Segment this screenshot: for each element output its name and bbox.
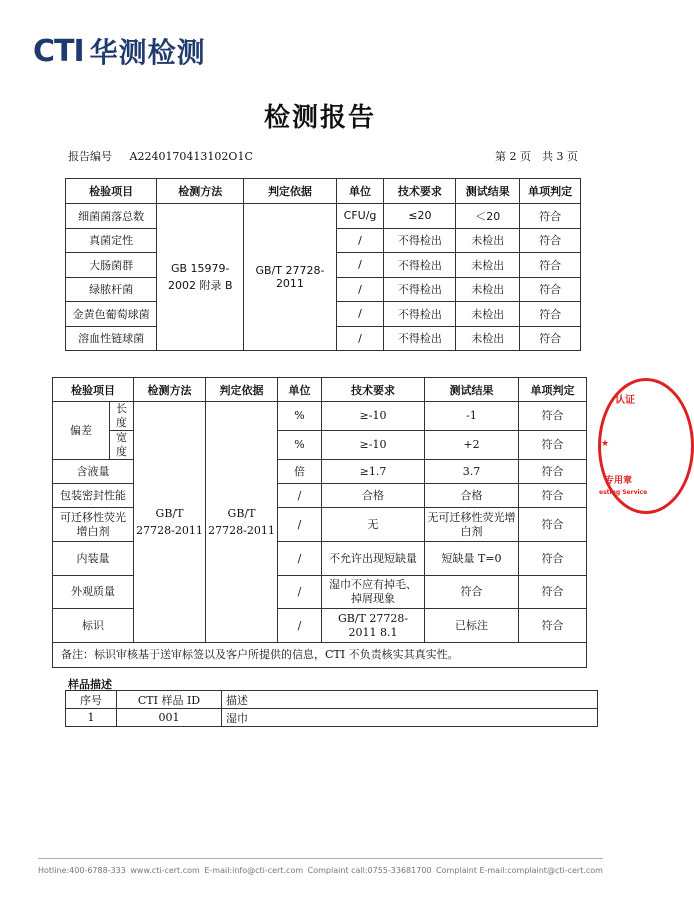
requirement: 不得检出 — [384, 253, 456, 278]
result: 未检出 — [456, 228, 520, 253]
result: 无可迁移性荧光增白剂 — [425, 508, 519, 542]
col-header: 单位 — [336, 179, 384, 204]
verdict: 符合 — [520, 302, 581, 327]
table-header-row — [66, 691, 598, 709]
requirement: ≥-10 — [322, 431, 425, 460]
verdict: 符合 — [519, 460, 587, 484]
table-row — [53, 431, 587, 460]
col-header: 检测方法 — [134, 378, 206, 402]
requirement: GB/T 27728-2011 8.1 — [322, 609, 425, 643]
result: 符合 — [425, 576, 519, 609]
verdict: 符合 — [520, 326, 581, 351]
table-row — [53, 402, 587, 431]
page-title: 检测报告 — [263, 103, 376, 133]
unit: % — [278, 402, 322, 431]
test-item: 溶血性链球菌 — [66, 326, 157, 351]
unit: / — [278, 484, 322, 508]
result: 未检出 — [456, 326, 520, 351]
result: 合格 — [425, 484, 519, 508]
report-number-value: A2240170413102O1C — [129, 150, 253, 163]
table-row — [53, 643, 587, 668]
requirement: ≥-10 — [322, 402, 425, 431]
test-item: 金黄色葡萄球菌 — [66, 302, 157, 327]
result: 短缺量 T=0 — [425, 542, 519, 576]
unit: % — [278, 431, 322, 460]
stamp-star-icon: ★ — [601, 439, 610, 449]
sample-description-table — [65, 690, 598, 727]
result: 未检出 — [456, 302, 520, 327]
report-number — [68, 148, 253, 164]
verdict: 符合 — [520, 253, 581, 278]
unit: / — [278, 609, 322, 643]
stamp-top-text: 认证 — [615, 395, 635, 406]
table-note: 备注：标识审核基于送审标签以及客户所提供的信息，CTI 不负责核实其真实性。 — [53, 643, 587, 668]
table-row — [53, 576, 587, 609]
sample-desc: 湿巾 — [222, 709, 598, 727]
test-basis: GB/T 27728-2011 — [244, 204, 336, 351]
verdict: 符合 — [519, 402, 587, 431]
col-header: CTI 样品 ID — [117, 691, 222, 709]
result: ＜20 — [456, 204, 520, 229]
table-row — [53, 484, 587, 508]
col-header: 描述 — [222, 691, 598, 709]
table-row — [53, 609, 587, 643]
result: 未检出 — [456, 253, 520, 278]
col-header: 测试结果 — [425, 378, 519, 402]
test-basis: GB/T 27728-2011 — [206, 402, 278, 643]
footer-website[interactable]: www.cti-cert.com — [130, 866, 200, 875]
test-item: 包装密封性能 — [53, 484, 134, 508]
footer-complaint-email[interactable]: Complaint E-mail:complaint@cti-cert.com — [436, 866, 603, 875]
table-row — [53, 542, 587, 576]
unit: CFU/g — [336, 204, 384, 229]
test-item: 宽度 — [110, 431, 134, 460]
requirement: 不得检出 — [384, 277, 456, 302]
verdict: 符合 — [520, 277, 581, 302]
result: +2 — [425, 431, 519, 460]
unit: / — [336, 277, 384, 302]
verdict: 符合 — [520, 228, 581, 253]
footer — [38, 866, 603, 875]
result: 未检出 — [456, 277, 520, 302]
col-header: 序号 — [66, 691, 117, 709]
test-item: 大肠菌群 — [66, 253, 157, 278]
unit: / — [278, 508, 322, 542]
test-item: 细菌菌落总数 — [66, 204, 157, 229]
unit: / — [336, 228, 384, 253]
requirement: 不得检出 — [384, 326, 456, 351]
col-header: 判定依据 — [206, 378, 278, 402]
col-header: 技术要求 — [384, 179, 456, 204]
footer-complaint-call: Complaint call:0755-33681700 — [307, 866, 432, 875]
col-header: 单项判定 — [520, 179, 581, 204]
sample-no: 1 — [66, 709, 117, 727]
verdict: 符合 — [519, 484, 587, 508]
table-header-row — [53, 378, 587, 402]
verdict: 符合 — [519, 576, 587, 609]
logo-name: 华测检测 — [89, 36, 206, 69]
test-method: GB/T 27728-2011 — [134, 402, 206, 643]
test-item: 绿脓杆菌 — [66, 277, 157, 302]
footer-divider — [38, 858, 603, 859]
microbial-test-table — [65, 178, 581, 351]
test-item: 外观质量 — [53, 576, 134, 609]
unit: / — [336, 253, 384, 278]
requirement: 无 — [322, 508, 425, 542]
col-header: 检验项目 — [53, 378, 134, 402]
requirement: 合格 — [322, 484, 425, 508]
verdict: 符合 — [519, 508, 587, 542]
test-item: 标识 — [53, 609, 134, 643]
result: -1 — [425, 402, 519, 431]
verdict: 符合 — [519, 431, 587, 460]
col-header: 检验项目 — [66, 179, 157, 204]
col-header: 检测方法 — [157, 179, 244, 204]
table-row — [53, 460, 587, 484]
requirement: 湿巾不应有掉毛、掉屑现象 — [322, 576, 425, 609]
physical-test-table — [52, 377, 587, 668]
table-row — [66, 709, 598, 727]
col-header: 判定依据 — [244, 179, 336, 204]
test-item: 含液量 — [53, 460, 134, 484]
official-stamp — [598, 378, 694, 514]
result: 3.7 — [425, 460, 519, 484]
unit: 倍 — [278, 460, 322, 484]
requirement: 不得检出 — [384, 302, 456, 327]
col-header: 测试结果 — [456, 179, 520, 204]
col-header: 单项判定 — [519, 378, 587, 402]
unit: / — [336, 302, 384, 327]
footer-hotline: Hotline:400-6788-333 — [38, 866, 126, 875]
table-row — [53, 508, 587, 542]
stamp-bottom-text: esting Service — [599, 489, 648, 496]
unit: / — [278, 542, 322, 576]
verdict: 符合 — [520, 204, 581, 229]
test-item: 真菌定性 — [66, 228, 157, 253]
verdict: 符合 — [519, 609, 587, 643]
logo-brand: CTI — [33, 33, 84, 69]
col-header: 单位 — [278, 378, 322, 402]
requirement: ≥1.7 — [322, 460, 425, 484]
requirement: 不得检出 — [384, 228, 456, 253]
stamp-mid-text: 专用章 — [605, 476, 633, 486]
result: 已标注 — [425, 609, 519, 643]
test-method: GB 15979-2002 附录 B — [157, 204, 244, 351]
requirement: ≤20 — [384, 204, 456, 229]
col-header: 技术要求 — [322, 378, 425, 402]
footer-email[interactable]: E-mail:info@cti-cert.com — [204, 866, 304, 875]
verdict: 符合 — [519, 542, 587, 576]
report-number-label: 报告编号 — [68, 150, 112, 163]
sample-description-title: 样品描述 — [68, 678, 112, 691]
unit: / — [278, 576, 322, 609]
sample-id: 001 — [117, 709, 222, 727]
table-row — [66, 204, 581, 229]
table-header-row — [66, 179, 581, 204]
test-item: 内装量 — [53, 542, 134, 576]
company-logo — [33, 34, 206, 68]
test-item: 长度 — [110, 402, 134, 431]
unit: / — [336, 326, 384, 351]
test-item: 可迁移性荧光增白剂 — [53, 508, 134, 542]
page-info: 第 2 页 共 3 页 — [495, 150, 578, 163]
requirement: 不允许出现短缺量 — [322, 542, 425, 576]
deviation-label: 偏差 — [53, 402, 110, 460]
